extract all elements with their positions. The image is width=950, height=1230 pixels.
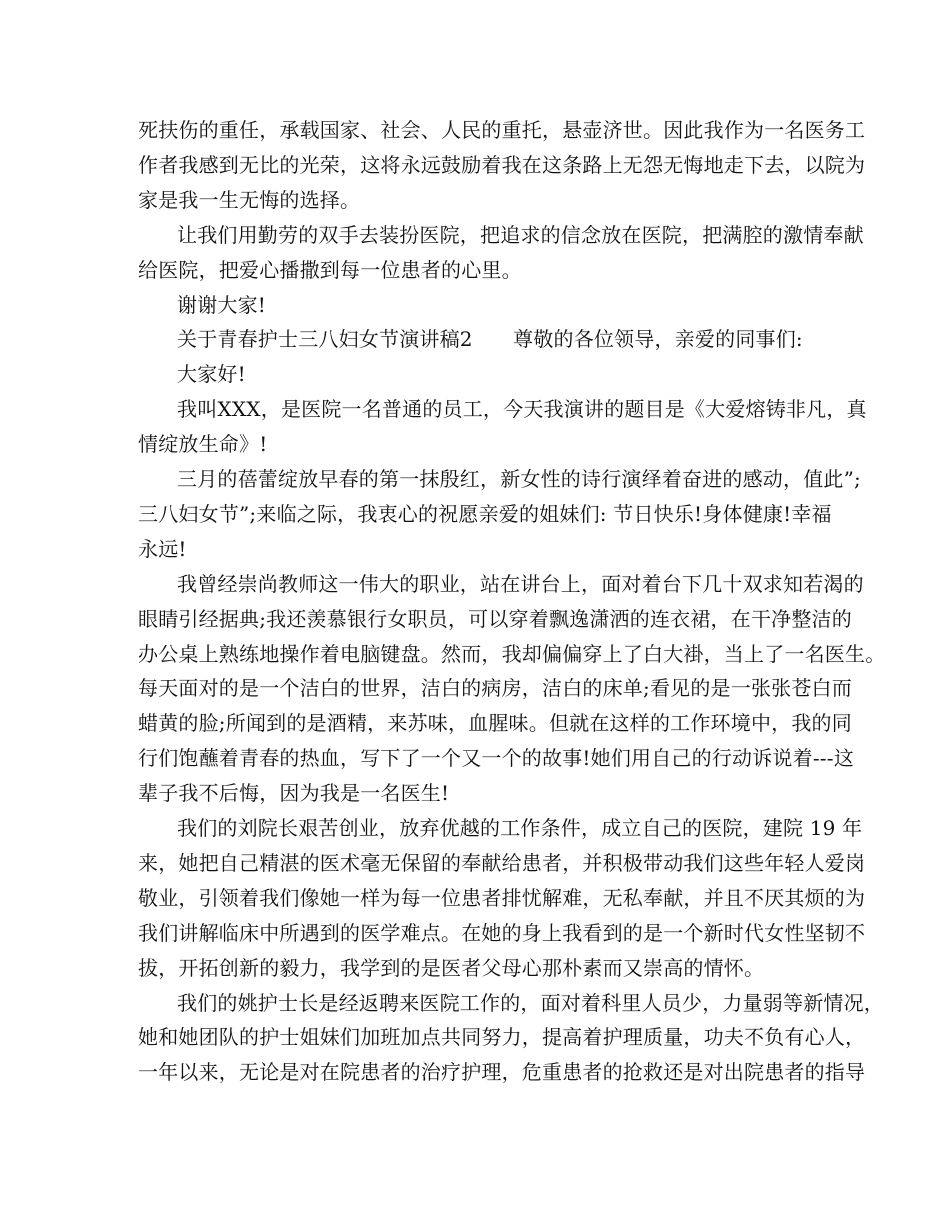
- text-line: 给医院，把爱心播撒到每一位患者的心里。: [138, 258, 522, 282]
- text-line: 我们的刘院长艰苦创业，放弃优越的工作条件，成立自己的医院，建院 19 年: [177, 816, 863, 840]
- text-line: 家是我一生无悔的选择。: [138, 188, 361, 212]
- text-line: 来，她把自己精湛的医术毫无保留的奉献给患者，并积极带动我们这些年轻人爱岗: [138, 851, 866, 875]
- text-line: 她和她团队的护士姐妹们加班加点共同努力，提高着护理质量，功夫不负有心人，: [138, 1025, 866, 1049]
- text-line: 行们饱蘸着青春的热血，写下了一个又一个的故事!她们用自己的行动诉说着---这: [138, 746, 854, 770]
- text-line: 一年以来，无论是对在院患者的治疗护理，危重患者的抢救还是对出院患者的指导: [138, 1060, 866, 1084]
- text-line: 拔，开拓创新的毅力，我学到的是医者父母心那朴素而又崇高的情怀。: [138, 956, 765, 980]
- text-line: 辈子我不后悔，因为我是一名医生!: [138, 781, 450, 805]
- text-line: 大家好!: [177, 362, 246, 386]
- text-line: 我叫XXX，是医院一名普通的员工，今天我演讲的题目是《大爱熔铸非凡，真: [177, 397, 867, 421]
- text-line: 眼睛引经据典;我还羡慕银行女职员，可以穿着飘逸潇洒的连衣裙，在干净整洁的: [138, 607, 852, 631]
- text-line: 关于青春护士三八妇女节演讲稿2 尊敬的各位领导，亲爱的同事们:: [177, 327, 803, 351]
- text-line: 永远!: [138, 537, 187, 561]
- text-line: 办公桌上熟练地操作着电脑键盘。然而，我却偏偏穿上了白大褂，当上了一名医生。: [138, 642, 886, 666]
- text-line: 让我们用勤劳的双手去装扮医院，把追求的信念放在医院，把满腔的激情奉献: [177, 223, 864, 247]
- text-line: 死扶伤的重任，承载国家、社会、人民的重托，悬壶济世。因此我作为一名医务工: [138, 118, 866, 142]
- text-line: 作者我感到无比的光荣，这将永远鼓励着我在这条路上无怨无悔地走下去，以院为: [138, 153, 866, 177]
- text-line: 三八妇女节”;来临之际，我衷心的祝愿亲爱的姐妹们: 节日快乐!身体健康!幸福: [138, 502, 832, 526]
- text-line: 三月的蓓蕾绽放早春的第一抹殷红，新女性的诗行演绎着奋进的感动，值此”;: [177, 467, 861, 491]
- text-line: 我们的姚护士长是经返聘来医院工作的，面对着科里人员少，力量弱等新情况，: [177, 991, 884, 1015]
- text-line: 每天面对的是一个洁白的世界，洁白的病房，洁白的床单;看见的是一张张苍白而: [138, 676, 852, 700]
- text-line: 蜡黄的脸;所闻到的是酒精，来苏味，血腥味。但就在这样的工作环境中，我的同: [138, 711, 852, 735]
- text-line: 我们讲解临床中所遇到的医学难点。在她的身上我看到的是一个新时代女性坚韧不: [138, 921, 866, 945]
- text-line: 情绽放生命》!: [138, 432, 268, 456]
- text-line: 敬业，引领着我们像她一样为每一位患者排忧解难，无私奉献，并且不厌其烦的为: [138, 886, 866, 910]
- text-line: 谢谢大家!: [177, 293, 267, 317]
- text-line: 我曾经崇尚教师这一伟大的职业，站在讲台上，面对着台下几十双求知若渴的: [177, 572, 864, 596]
